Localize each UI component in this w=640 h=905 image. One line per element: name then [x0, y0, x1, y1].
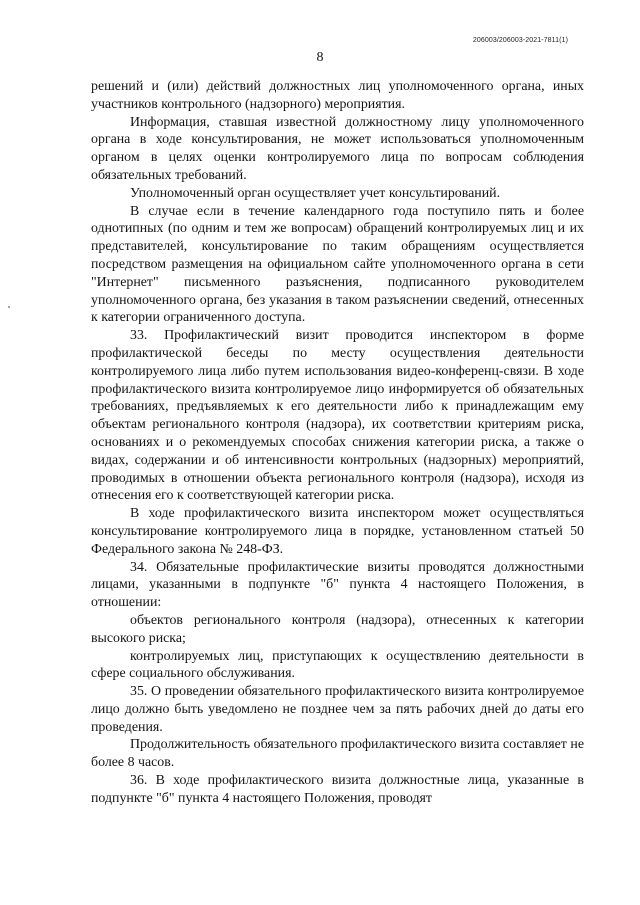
document-id: 206003/206003-2021-7811(1) [472, 37, 568, 44]
document-body [91, 78, 584, 808]
paragraph-continuation: решений и (или) действий должностных лиц уполномоченного органа, иных участников контрольного (надзорного) мероприятия. [91, 79, 584, 112]
paragraph-item-36: 36. В ходе профилактического визита должностные лица, указанные в подпункте "б" пункта 4 настоящего Положения, проводят [91, 773, 584, 806]
paragraph: В ходе профилактического визита инспектором может осуществляться консультирование контролируемого лица в порядке, установленном статьей 50 Федерального закона № 248-ФЗ. [91, 506, 584, 557]
paragraph: Информация, ставшая известной должностному лицу уполномоченного органа в ходе консультирования, не может использоваться уполномоченным органом в целях оценки контролируемого лица по вопросам соблюдения обязательных требований. [91, 114, 584, 183]
paragraph: Продолжительность обязательного профилактического визита составляет не более 8 часов. [91, 737, 584, 771]
list-item: контролируемых лиц, приступающих к осуществлению деятельности в сфере социального обслуживания. [91, 648, 584, 682]
paragraph-item-33: 33. Профилактический визит проводится инспектором в форме профилактической беседы по месту осуществления деятельности контролируемого лица либо путем использования видео-конференц-связи. В ходе профилактического визита контролируемое лицо информируется об обязательных требованиях, предъявляемых к его деятельности либо к принадлежащим ему объектам регионального контроля (надзора), их соответствии критериям риска, основаниях и о рекомендуемых способах снижения категории риска, а также о видах, содержании и об интенсивности контрольных (надзорных) мероприятий, проводимых в отношении объекта регионального контроля (надзора), исходя из отнесения его к соответствующей категории риска. [91, 328, 584, 504]
page-number: 8 [316, 50, 324, 65]
paragraph-item-35: 35. О проведении обязательного профилактического визита контролируемое лицо должно быть уведомлено не позднее чем за пять рабочих дней до даты его проведения. [91, 684, 584, 735]
paragraph: Уполномоченный орган осуществляет учет консультирований. [130, 185, 501, 201]
list-item: объектов регионального контроля (надзора), отнесенных к категории высокого риска; [91, 612, 584, 646]
paragraph-item-34: 34. Обязательные профилактические визиты проводятся должностными лицами, указанными в подпункте "б" пункта 4 настоящего Положения, в отношении: [91, 559, 584, 611]
scan-artifact [8, 306, 10, 308]
paragraph: В случае если в течение календарного года поступило пять и более однотипных (по одним и тем же вопросам) обращений контролируемых лиц и их представителей, консультирование по таким обращениям осуществляется посредством размещения на официальном сайте уполномоченного органа в сети "Интернет" письменного разъяснения, подписанного руководителем уполномоченного органа, без указания в таком разъяснении сведений, отнесенных к категории ограниченного доступа. [91, 203, 584, 326]
